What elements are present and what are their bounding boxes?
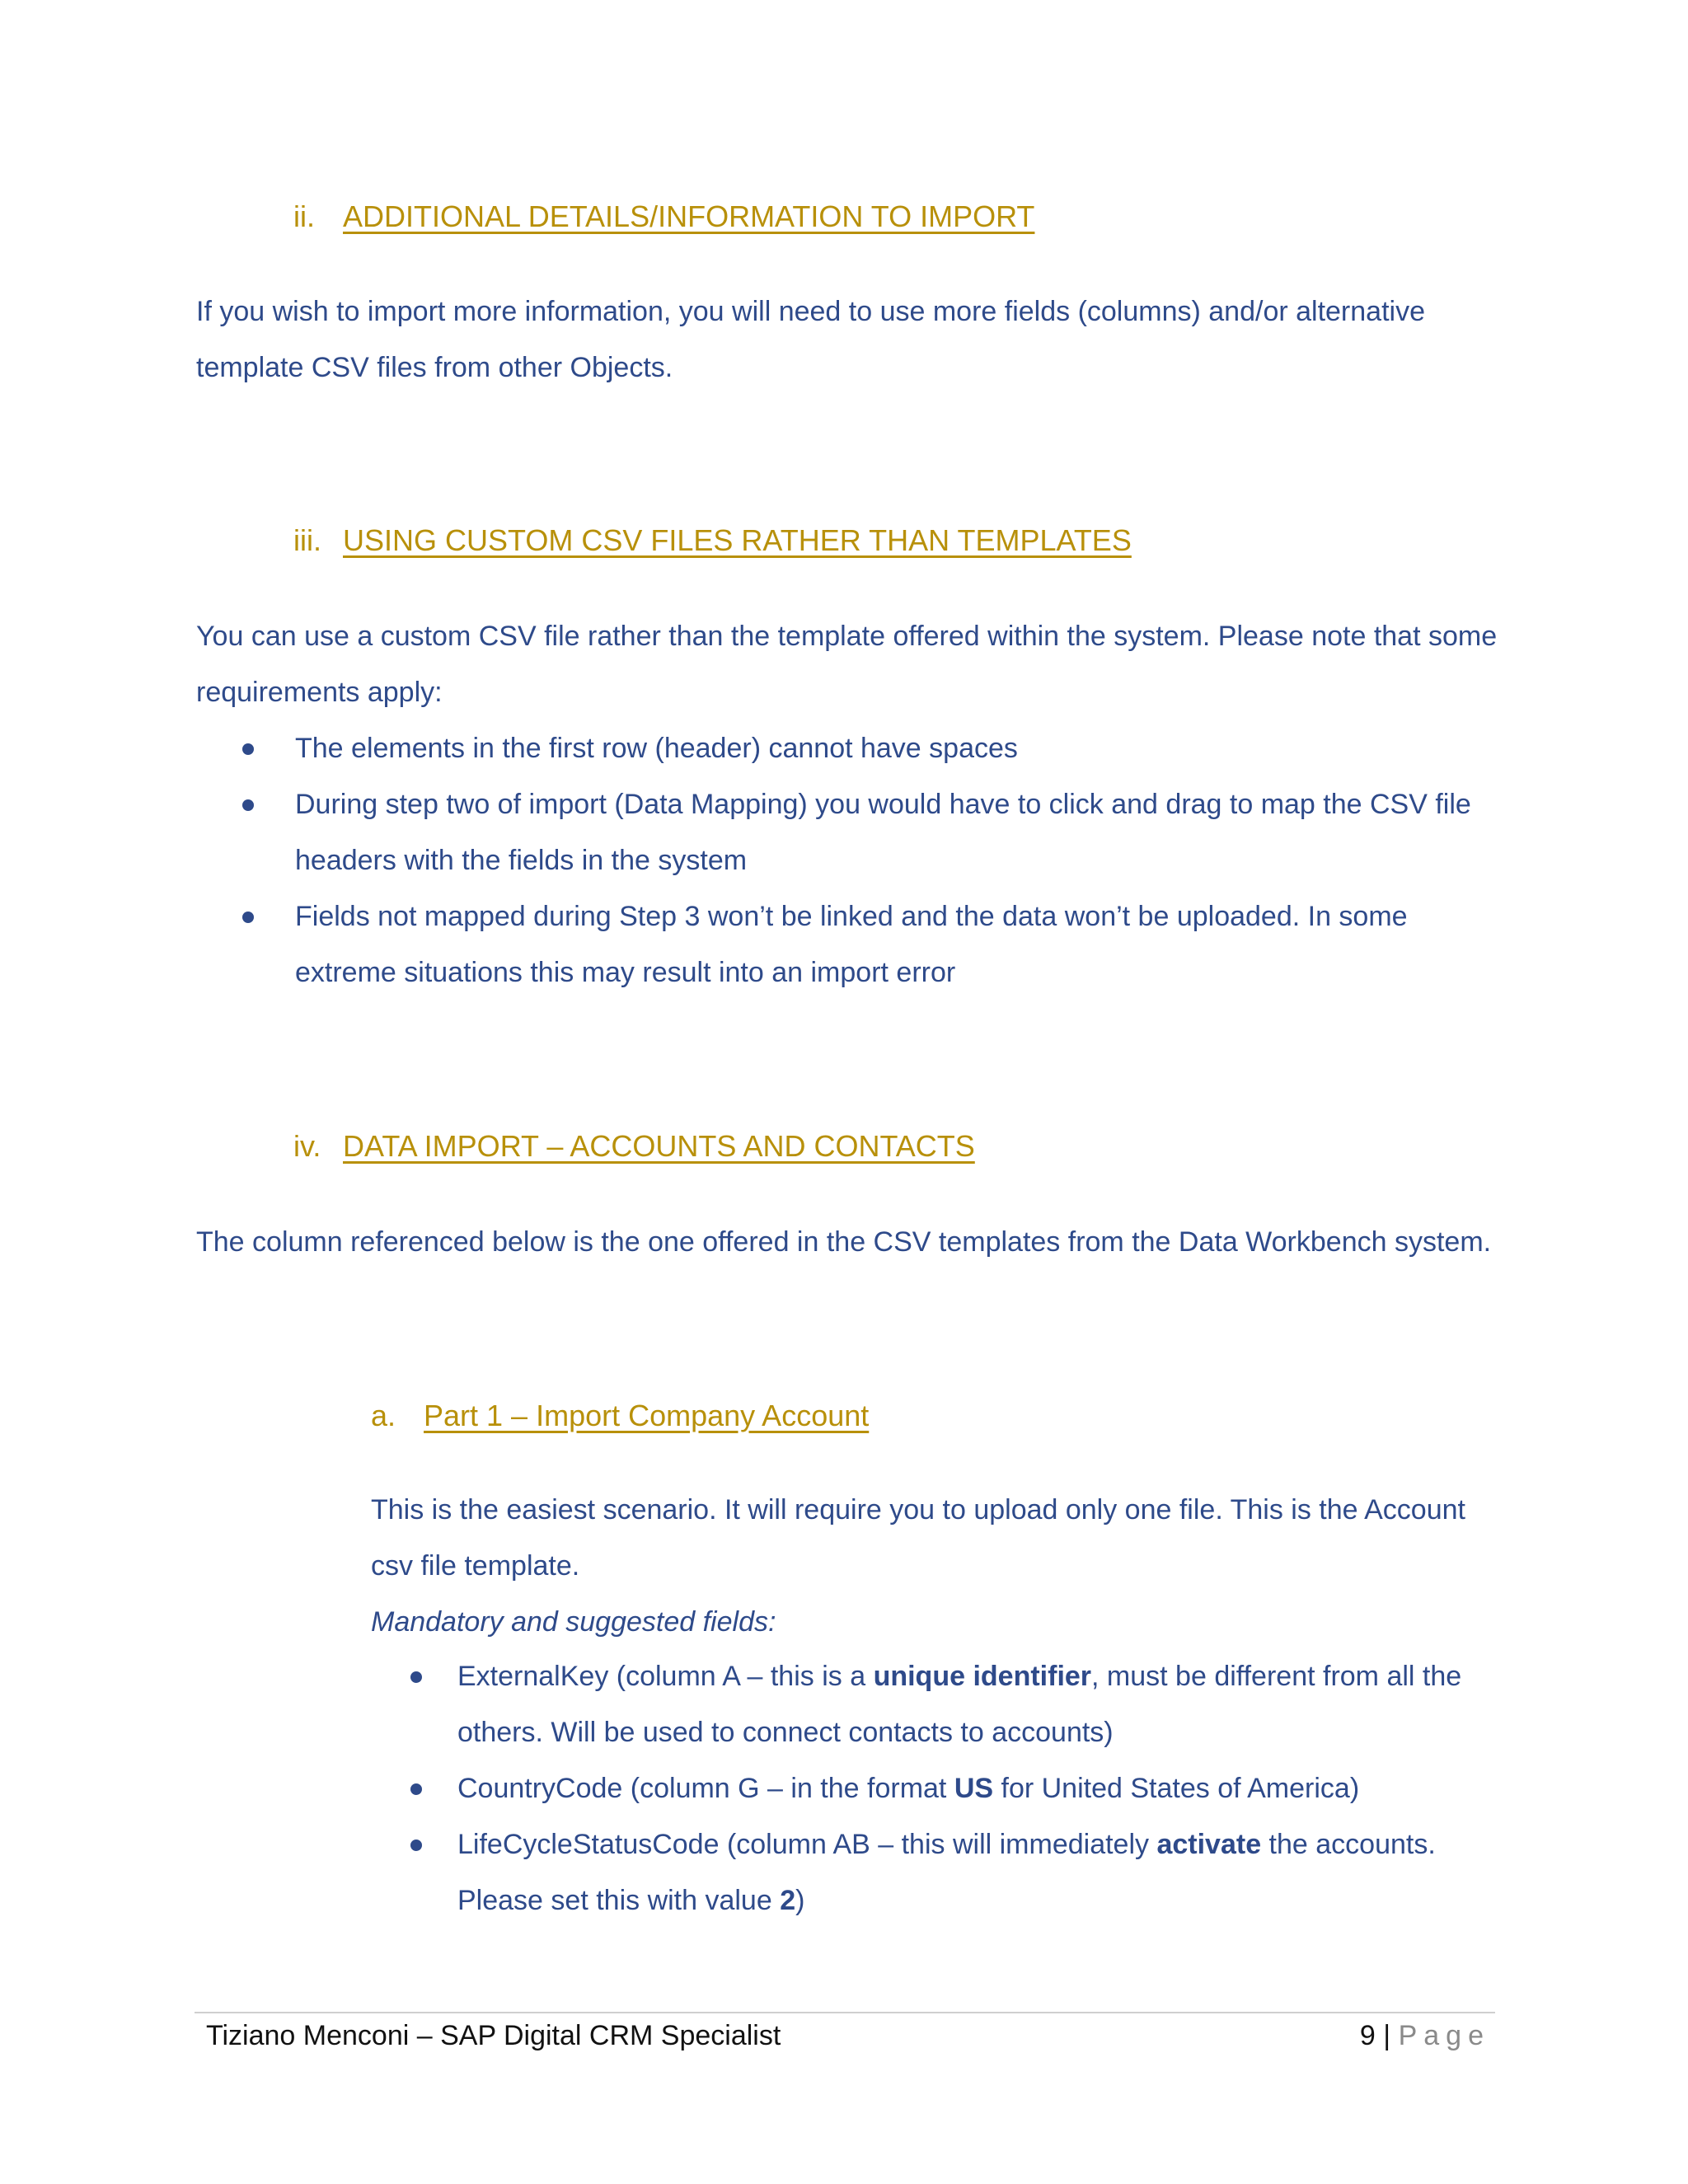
list-item: CountryCode (column G – in the format US for United States of America) (371, 1760, 1492, 1816)
list-item: ExternalKey (column A – this is a unique identifier, must be different from all the others. Will be used to connect contacts to accounts) (371, 1648, 1492, 1760)
section-title: USING CUSTOM CSV FILES RATHER THAN TEMPLATES (343, 523, 1132, 557)
footer-page-number (1360, 2016, 1490, 2055)
section-title: ADDITIONAL DETAILS/INFORMATION TO IMPORT (343, 199, 1035, 233)
fields-list (371, 1648, 1492, 1929)
list-item: During step two of import (Data Mapping) you would have to click and drag to map the CSV file headers with the fields in the system (196, 776, 1507, 888)
section-number: iv. (293, 1129, 321, 1163)
footer-divider (195, 2012, 1495, 2013)
list-item: The elements in the first row (header) cannot have spaces (196, 720, 1507, 776)
section-number: iii. (293, 523, 321, 557)
bullet-icon (242, 912, 254, 923)
section-number: a. (371, 1399, 396, 1432)
page-separator: | (1383, 2020, 1391, 2051)
list-item: Fields not mapped during Step 3 won’t be linked and the data won’t be uploaded. In some extreme situations this may result into an import error (196, 888, 1507, 1001)
subsection-heading-a (371, 1397, 869, 1435)
section-number: ii. (293, 199, 315, 233)
bullet-icon (410, 1840, 422, 1851)
page-number: 9 (1359, 2020, 1376, 2051)
bullet-icon (242, 799, 254, 811)
subsection-a-paragraph: This is the easiest scenario. It will require you to upload only one file. This is the Account csv file template. (371, 1494, 1465, 1582)
bullet-icon (410, 1783, 422, 1795)
section-heading-ii (293, 198, 1034, 236)
requirements-list (196, 720, 1507, 1001)
bullet-icon (410, 1671, 422, 1683)
section-title: Part 1 – Import Company Account (424, 1399, 870, 1432)
page-label: Page (1398, 2020, 1490, 2051)
footer-author: Tiziano Menconi – SAP Digital CRM Specialist (206, 2020, 781, 2051)
section-title: DATA IMPORT – ACCOUNTS AND CONTACTS (343, 1129, 975, 1163)
section-heading-iv (293, 1127, 975, 1165)
fields-label: Mandatory and suggested fields: (371, 1606, 776, 1638)
section-ii-paragraph: If you wish to import more information, you will need to use more fields (columns) and/or alternative template CSV files from other Objects. (196, 296, 1425, 383)
section-iii-paragraph: You can use a custom CSV file rather than the template offered within the system. Please note that some requirements apply: (196, 621, 1498, 708)
list-item: LifeCycleStatusCode (column AB – this will immediately activate the accounts. Please set this with value 2) (371, 1816, 1492, 1929)
section-heading-iii (293, 522, 1132, 560)
section-iv-paragraph: The column referenced below is the one offered in the CSV templates from the Data Workbench system. (196, 1226, 1492, 1258)
bullet-icon (242, 743, 254, 755)
